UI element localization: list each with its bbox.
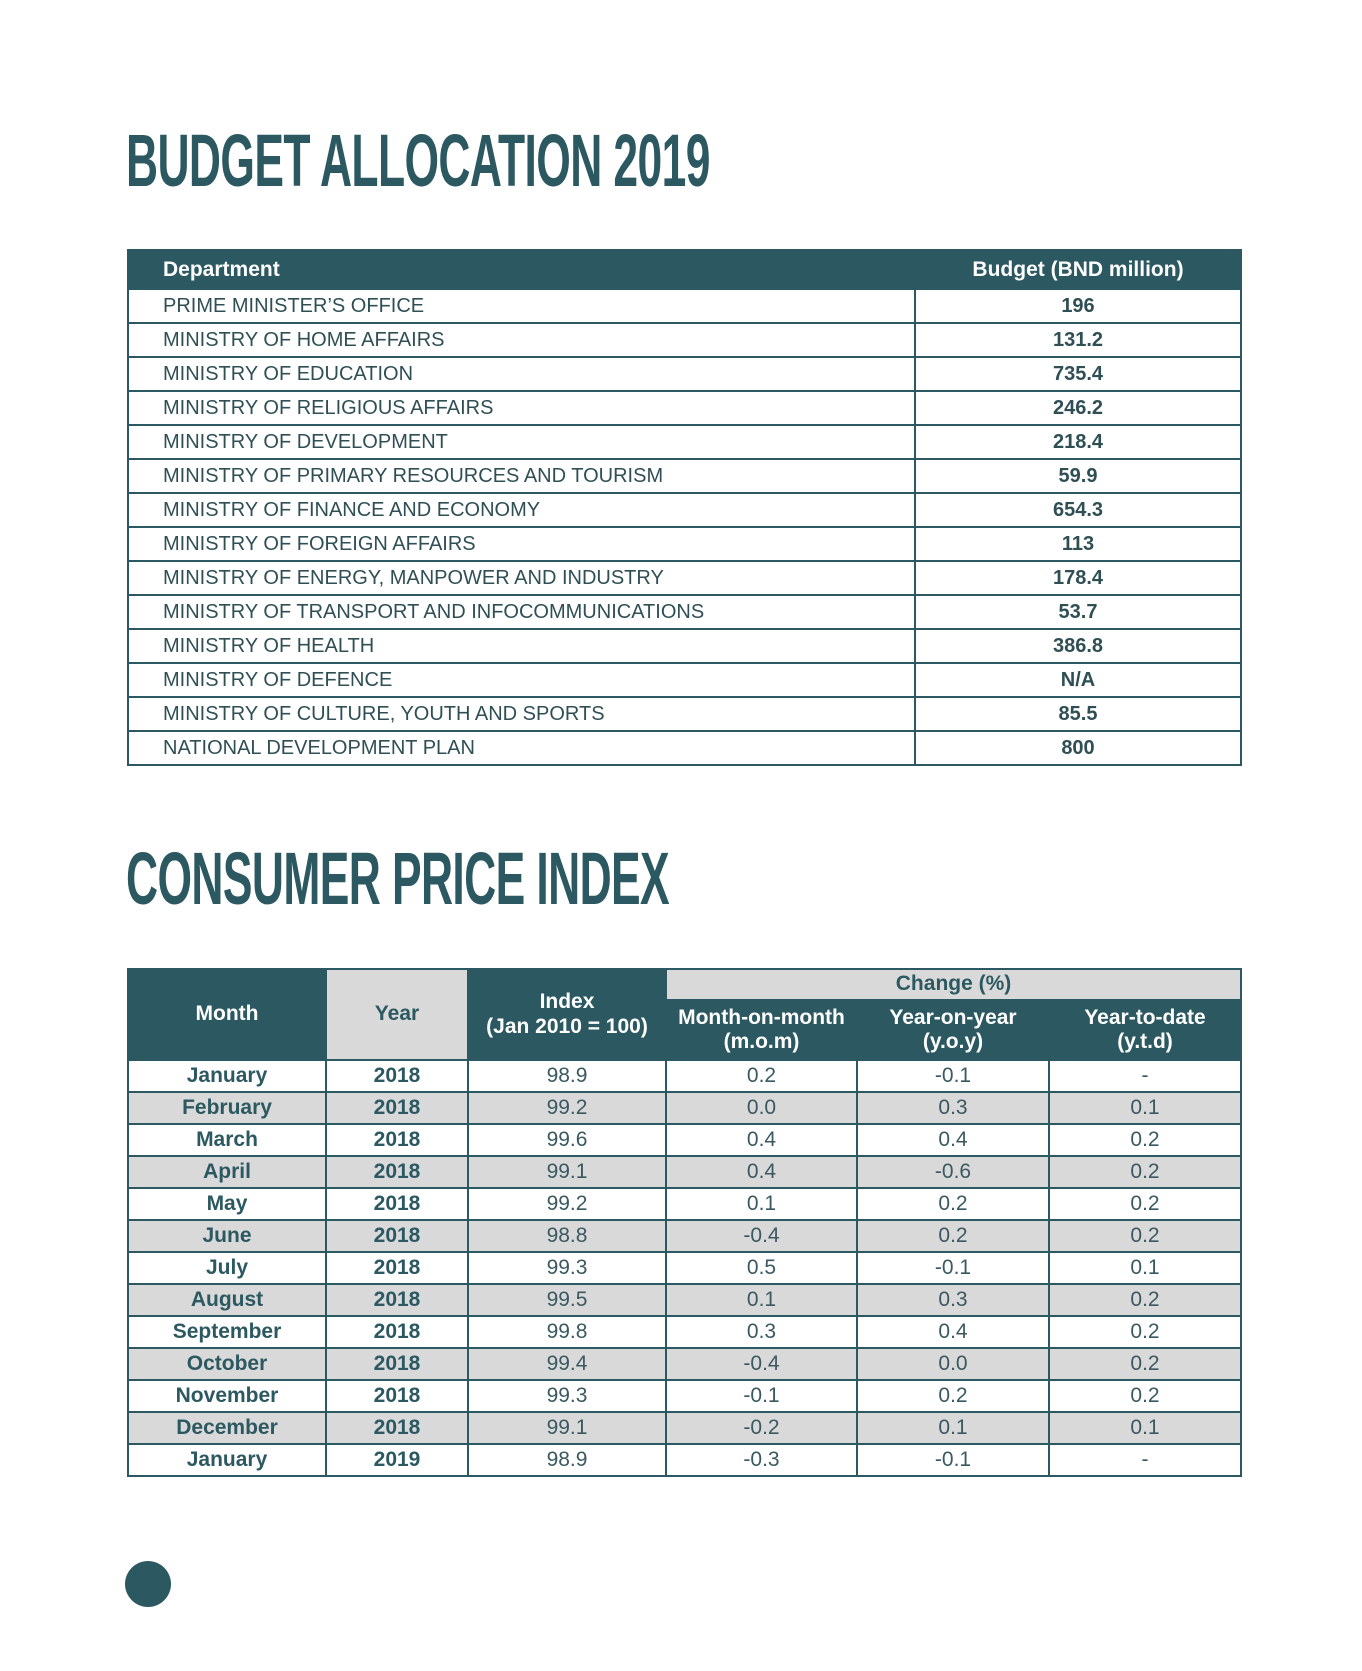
budget-header: Budget (BND million) [915,250,1241,289]
budget-value: 386.8 [915,629,1241,663]
cpi-row [128,1188,1241,1220]
cpi-row [128,1124,1241,1156]
budget-value: N/A [915,663,1241,697]
ytd-header-line1: Year-to-date [1084,1005,1206,1029]
cpi-row [128,1444,1241,1476]
cpi-row [128,1412,1241,1444]
department-name: MINISTRY OF RELIGIOUS AFFAIRS [128,391,915,425]
budget-value: 85.5 [915,697,1241,731]
cpi-year: 2018 [326,1092,468,1124]
change-header: Change (%) [666,969,1241,1000]
cpi-year: 2018 [326,1412,468,1444]
cpi-month: November [128,1380,326,1412]
cpi-index: 98.9 [468,1060,666,1092]
ytd-header [1049,1000,1241,1060]
cpi-yoy: -0.1 [857,1444,1049,1476]
department-name: MINISTRY OF EDUCATION [128,357,915,391]
yoy-header-line2: (y.o.y) [922,1030,984,1053]
cpi-month: October [128,1348,326,1380]
department-name: MINISTRY OF CULTURE, YOUTH AND SPORTS [128,697,915,731]
cpi-month: February [128,1092,326,1124]
cpi-yoy: 0.0 [857,1348,1049,1380]
budget-row [128,289,1241,323]
budget-row [128,697,1241,731]
cpi-year: 2018 [326,1188,468,1220]
department-name: NATIONAL DEVELOPMENT PLAN [128,731,915,765]
cpi-month: December [128,1412,326,1444]
year-header: Year [326,969,468,1060]
cpi-index: 99.4 [468,1348,666,1380]
cpi-row [128,1220,1241,1252]
cpi-yoy: -0.1 [857,1060,1049,1092]
cpi-row [128,1092,1241,1124]
cpi-mom: -0.1 [666,1380,857,1412]
cpi-title: CONSUMER PRICE INDEX [126,837,670,920]
cpi-ytd: 0.2 [1049,1348,1241,1380]
cpi-yoy: 0.2 [857,1220,1049,1252]
cpi-index: 99.1 [468,1412,666,1444]
cpi-body [128,1060,1241,1476]
budget-value: 218.4 [915,425,1241,459]
cpi-year: 2018 [326,1348,468,1380]
cpi-ytd: 0.2 [1049,1188,1241,1220]
budget-value: 113 [915,527,1241,561]
cpi-ytd: 0.2 [1049,1156,1241,1188]
cpi-yoy: 0.1 [857,1412,1049,1444]
cpi-header-row-1 [128,969,1241,1000]
budget-row [128,595,1241,629]
budget-value: 178.4 [915,561,1241,595]
cpi-ytd: 0.2 [1049,1220,1241,1252]
cpi-month: July [128,1252,326,1284]
cpi-ytd: 0.1 [1049,1252,1241,1284]
cpi-year: 2019 [326,1444,468,1476]
cpi-row [128,1380,1241,1412]
budget-header-row [128,250,1241,289]
department-name: MINISTRY OF DEVELOPMENT [128,425,915,459]
page-marker-dot [125,1561,171,1607]
cpi-ytd: 0.2 [1049,1124,1241,1156]
cpi-yoy: 0.2 [857,1380,1049,1412]
cpi-month: September [128,1316,326,1348]
budget-row [128,561,1241,595]
cpi-ytd: - [1049,1060,1241,1092]
cpi-row [128,1316,1241,1348]
department-name: MINISTRY OF DEFENCE [128,663,915,697]
budget-row [128,459,1241,493]
cpi-row [128,1284,1241,1316]
budget-row [128,527,1241,561]
cpi-year: 2018 [326,1060,468,1092]
cpi-year: 2018 [326,1124,468,1156]
cpi-mom: 0.4 [666,1156,857,1188]
cpi-mom: -0.4 [666,1348,857,1380]
cpi-yoy: 0.3 [857,1284,1049,1316]
cpi-month: June [128,1220,326,1252]
department-name: MINISTRY OF FINANCE AND ECONOMY [128,493,915,527]
budget-value: 246.2 [915,391,1241,425]
index-header-line2: (Jan 2010 = 100) [486,1014,648,1038]
budget-value: 735.4 [915,357,1241,391]
cpi-yoy: 0.2 [857,1188,1049,1220]
cpi-month: April [128,1156,326,1188]
cpi-mom: 0.0 [666,1092,857,1124]
cpi-index: 98.9 [468,1444,666,1476]
cpi-index: 99.2 [468,1092,666,1124]
cpi-year: 2018 [326,1316,468,1348]
cpi-month: May [128,1188,326,1220]
cpi-yoy: -0.6 [857,1156,1049,1188]
cpi-ytd: 0.2 [1049,1316,1241,1348]
budget-row [128,323,1241,357]
cpi-mom: 0.1 [666,1188,857,1220]
department-header: Department [128,250,915,289]
ytd-header-line2: (y.t.d) [1117,1030,1173,1053]
budget-row [128,663,1241,697]
cpi-month: January [128,1444,326,1476]
cpi-index: 99.3 [468,1380,666,1412]
cpi-ytd: 0.2 [1049,1380,1241,1412]
cpi-yoy: 0.4 [857,1124,1049,1156]
cpi-mom: 0.3 [666,1316,857,1348]
cpi-month: August [128,1284,326,1316]
cpi-row [128,1252,1241,1284]
yoy-header-line1: Year-on-year [889,1005,1017,1029]
cpi-year: 2018 [326,1284,468,1316]
cpi-mom: -0.3 [666,1444,857,1476]
department-name: MINISTRY OF FOREIGN AFFAIRS [128,527,915,561]
department-name: MINISTRY OF PRIMARY RESOURCES AND TOURISM [128,459,915,493]
budget-value: 800 [915,731,1241,765]
cpi-table [127,968,1242,1477]
budget-table [127,249,1242,766]
department-name: PRIME MINISTER’S OFFICE [128,289,915,323]
budget-value: 59.9 [915,459,1241,493]
cpi-ytd: 0.2 [1049,1284,1241,1316]
budget-title: BUDGET ALLOCATION 2019 [126,119,710,202]
department-name: MINISTRY OF HEALTH [128,629,915,663]
cpi-year: 2018 [326,1380,468,1412]
department-name: MINISTRY OF HOME AFFAIRS [128,323,915,357]
mom-header [666,1000,857,1060]
cpi-index: 98.8 [468,1220,666,1252]
cpi-yoy: -0.1 [857,1252,1049,1284]
department-name: MINISTRY OF TRANSPORT AND INFOCOMMUNICATIONS [128,595,915,629]
cpi-mom: 0.2 [666,1060,857,1092]
cpi-row [128,1060,1241,1092]
budget-value: 196 [915,289,1241,323]
cpi-mom: -0.2 [666,1412,857,1444]
cpi-row [128,1348,1241,1380]
budget-row [128,493,1241,527]
budget-value: 654.3 [915,493,1241,527]
budget-row [128,731,1241,765]
cpi-ytd: 0.1 [1049,1412,1241,1444]
cpi-mom: -0.4 [666,1220,857,1252]
cpi-mom: 0.4 [666,1124,857,1156]
budget-row [128,391,1241,425]
mom-header-line1: Month-on-month [678,1005,845,1029]
cpi-year: 2018 [326,1156,468,1188]
cpi-yoy: 0.3 [857,1092,1049,1124]
cpi-year: 2018 [326,1252,468,1284]
index-header-line1: Index [539,990,595,1014]
budget-row [128,629,1241,663]
cpi-index: 99.3 [468,1252,666,1284]
index-header [468,969,666,1060]
budget-row [128,425,1241,459]
cpi-ytd: - [1049,1444,1241,1476]
cpi-mom: 0.1 [666,1284,857,1316]
month-header: Month [128,969,326,1060]
department-name: MINISTRY OF ENERGY, MANPOWER AND INDUSTRY [128,561,915,595]
cpi-month: January [128,1060,326,1092]
cpi-year: 2018 [326,1220,468,1252]
cpi-index: 99.6 [468,1124,666,1156]
yoy-header [857,1000,1049,1060]
cpi-ytd: 0.1 [1049,1092,1241,1124]
budget-value: 131.2 [915,323,1241,357]
budget-row [128,357,1241,391]
cpi-mom: 0.5 [666,1252,857,1284]
cpi-index: 99.2 [468,1188,666,1220]
budget-body [128,289,1241,765]
cpi-month: March [128,1124,326,1156]
budget-value: 53.7 [915,595,1241,629]
cpi-index: 99.8 [468,1316,666,1348]
cpi-index: 99.1 [468,1156,666,1188]
mom-header-line2: (m.o.m) [723,1030,800,1053]
cpi-row [128,1156,1241,1188]
cpi-index: 99.5 [468,1284,666,1316]
cpi-yoy: 0.4 [857,1316,1049,1348]
